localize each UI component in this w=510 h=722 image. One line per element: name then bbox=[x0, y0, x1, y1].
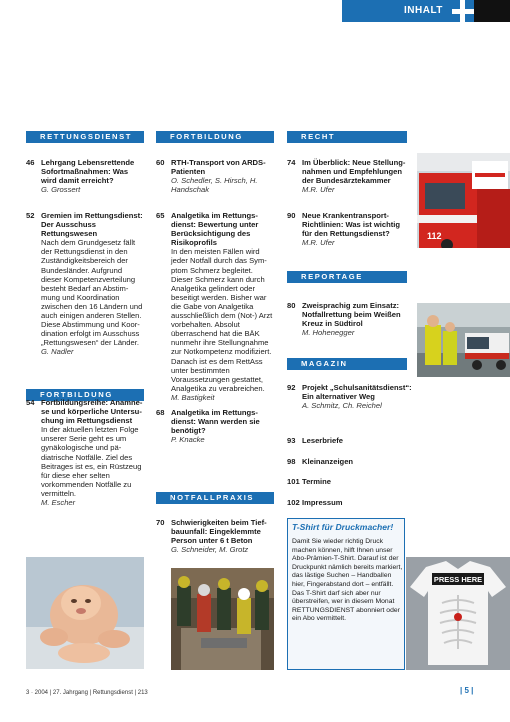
entry-author: M. Escher bbox=[41, 498, 76, 508]
rescue-workers-photo bbox=[417, 303, 510, 377]
entry-title: RTH-Transport von ARDS-Patienten bbox=[171, 158, 266, 177]
entry-author: G. Nadler bbox=[41, 347, 74, 357]
plus-icon-vertical bbox=[460, 0, 465, 22]
ambulance-photo bbox=[417, 153, 510, 248]
entry-title: Im Überblick: Neue Stellungnahmen und Empfehlungen der Bundesärztekammer bbox=[302, 158, 406, 186]
toc-entry-68[interactable] bbox=[156, 408, 274, 444]
page-number: 101 bbox=[287, 477, 300, 486]
entry-title: Projekt „Schulsanitätsdienst“: Ein alternativer Weg bbox=[302, 383, 412, 402]
toc-entry-92[interactable] bbox=[287, 383, 412, 410]
page-number: 54 bbox=[26, 398, 35, 407]
page-number: 60 bbox=[156, 158, 165, 167]
tshirt-promo-box bbox=[287, 518, 405, 670]
toc-entry-60[interactable] bbox=[156, 158, 274, 194]
entry-title: Gremien im Rettungsdienst: Der Ausschuss Rettungswesen bbox=[41, 211, 143, 239]
entry-title: Lehrgang Lebensrettende Sofortmaßnahmen: Was wird damit erreicht? bbox=[41, 158, 135, 186]
toc-entry-74[interactable] bbox=[287, 158, 412, 194]
page-number: 46 bbox=[26, 158, 35, 167]
svg-text:112: 112 bbox=[427, 231, 442, 241]
section-rettungsdienst: RETTUNGSDIENST bbox=[26, 131, 144, 143]
entry-title: Fortbildungsreihe: Anamnese und körperliche Untersuchung im Rettungsdienst bbox=[41, 398, 143, 426]
entry-title: Neue Krankentransport-Richtlinien: Was ist wichtig für den Rettungsdienst? bbox=[302, 211, 401, 239]
rescue-scene-photo bbox=[171, 568, 274, 670]
toc-entry-46[interactable] bbox=[26, 158, 144, 194]
tshirt-promo-title: T-Shirt für Druckmacher! bbox=[292, 522, 394, 532]
entry-title: Kleinanzeigen bbox=[302, 457, 354, 466]
entry-author: G. Schneider, M. Grotz bbox=[171, 545, 249, 555]
page-number: 102 bbox=[287, 498, 300, 507]
page-number-footer: | 5 | bbox=[460, 686, 474, 695]
toc-entry-54[interactable] bbox=[26, 398, 144, 507]
baby-photo bbox=[26, 557, 144, 669]
page-number: 74 bbox=[287, 158, 296, 167]
toc-entry-98[interactable] bbox=[287, 457, 412, 466]
entry-title: Schwierigkeiten beim Tiefbauunfall: Eingeklemmte Person unter 6 t Beton bbox=[171, 518, 267, 546]
page-title: INHALT bbox=[404, 5, 443, 16]
tshirt-photo bbox=[406, 557, 510, 670]
toc-entry-52[interactable] bbox=[26, 211, 144, 357]
page-number: 92 bbox=[287, 383, 296, 392]
tshirt-promo-text: Damit Sie wieder richtig Druck machen können, hilft Ihnen unser Abo-Prämien-T-Shirt. Darauf ist der Druckpunkt nämlich bereits markiert, das lästige Suchen – Handballen hier, Fingerabstand dort – entfällt. Das T-Shirt darf sich aber nur überstreifen, wer in diesem Monat RETTUNGSDIENST abonniert oder ein Abo vermittelt. bbox=[292, 538, 403, 623]
page-number: 90 bbox=[287, 211, 296, 220]
entry-author: G. Grossert bbox=[41, 185, 81, 195]
toc-entry-101[interactable] bbox=[287, 477, 412, 486]
entry-author: M. Bastigkeit bbox=[171, 392, 215, 402]
entry-title: Impressum bbox=[302, 498, 343, 507]
entry-title: Analgetika im Rettungsdienst: Bewertung unter Berücksichtigung des Risikoprofils bbox=[171, 211, 259, 248]
entry-description: In der aktuellen letzten Folge unserer Serie geht es um gynäkologische und pädiatrische Notfälle. Ziel des Beitrages ist es, ein Rüstzeug für diese eher selten vorkommenden Notfälle zu vermitteln. bbox=[41, 425, 142, 498]
toc-entry-65[interactable] bbox=[156, 211, 274, 402]
entry-author: M. Hohenegger bbox=[302, 328, 355, 338]
section-magazin: MAGAZIN bbox=[287, 358, 407, 370]
header-black-block bbox=[474, 0, 510, 22]
section-fortbildung-left: FORTBILDUNG bbox=[26, 389, 144, 401]
entry-author: M.R. Ufer bbox=[302, 185, 335, 195]
page-number: 70 bbox=[156, 518, 165, 527]
entry-author: A. Schmitz, Ch. Reichel bbox=[302, 401, 382, 411]
toc-entry-70[interactable] bbox=[156, 518, 278, 554]
entry-author: O. Schedler, S. Hirsch, H. Handschak bbox=[171, 176, 258, 195]
page-number: 93 bbox=[287, 436, 296, 445]
section-recht: RECHT bbox=[287, 131, 407, 143]
entry-title: Termine bbox=[302, 477, 331, 486]
page-number: 52 bbox=[26, 211, 35, 220]
footer-issue-info: 3 · 2004 | 27. Jahrgang | Rettungsdienst | 213 bbox=[26, 690, 148, 696]
entry-title: Analgetika im Rettungsdienst: Wann werden sie benötigt? bbox=[171, 408, 260, 436]
tshirt-print-text: PRESS HERE bbox=[433, 575, 483, 584]
toc-entry-90[interactable] bbox=[287, 211, 412, 247]
entry-description: In den meisten Fällen wird jeder Notfall durch das Symptom Schmerz begleitet. Dieser Schmerz kann durch Analgetika gelindert oder beseitigt werden. Bisher war die Gabe von Analgetika ausschließlich dem (Not-) Arzt vorbehalten. Absolut überraschend hat die BÄK nunmehr ihre Stellungnahme zur Notkompetenz modifiziert. Danach ist es dem RettAss unter bestimmten Voraussetzungen gestattet, Analgetika zu verabreichen. bbox=[171, 247, 273, 393]
section-fortbildung-mid: FORTBILDUNG bbox=[156, 131, 274, 143]
toc-entry-80[interactable] bbox=[287, 301, 412, 337]
toc-entry-93[interactable] bbox=[287, 436, 412, 445]
entry-author: P. Knacke bbox=[171, 435, 205, 445]
section-reportage: REPORTAGE bbox=[287, 271, 407, 283]
page-number: 98 bbox=[287, 457, 296, 466]
entry-title: Zweisprachig zum Einsatz: Notfallrettung beim Weißen Kreuz in Südtirol bbox=[302, 301, 401, 329]
section-notfallpraxis: NOTFALLPRAXIS bbox=[156, 492, 274, 504]
toc-entry-102[interactable] bbox=[287, 498, 412, 507]
entry-author: M.R. Ufer bbox=[302, 238, 335, 248]
page-number: 80 bbox=[287, 301, 296, 310]
entry-description: Nach dem Grundgesetz fällt der Rettungsdienst in den Zuständigkeitsbereich der Bundesländer. Aufgrund dieser Kompetenzverteilung besteht Bedarf an Abstimmung und Koordination zwischen den 16 Ländern und auch einigen anderen Stellen. Diese Abstimmung und Koordination erfolgt im Ausschuss „Rettungswesen“ der Länder. bbox=[41, 238, 143, 348]
entry-title: Leserbriefe bbox=[302, 436, 343, 445]
page-number: 68 bbox=[156, 408, 165, 417]
page-number: 65 bbox=[156, 211, 165, 220]
